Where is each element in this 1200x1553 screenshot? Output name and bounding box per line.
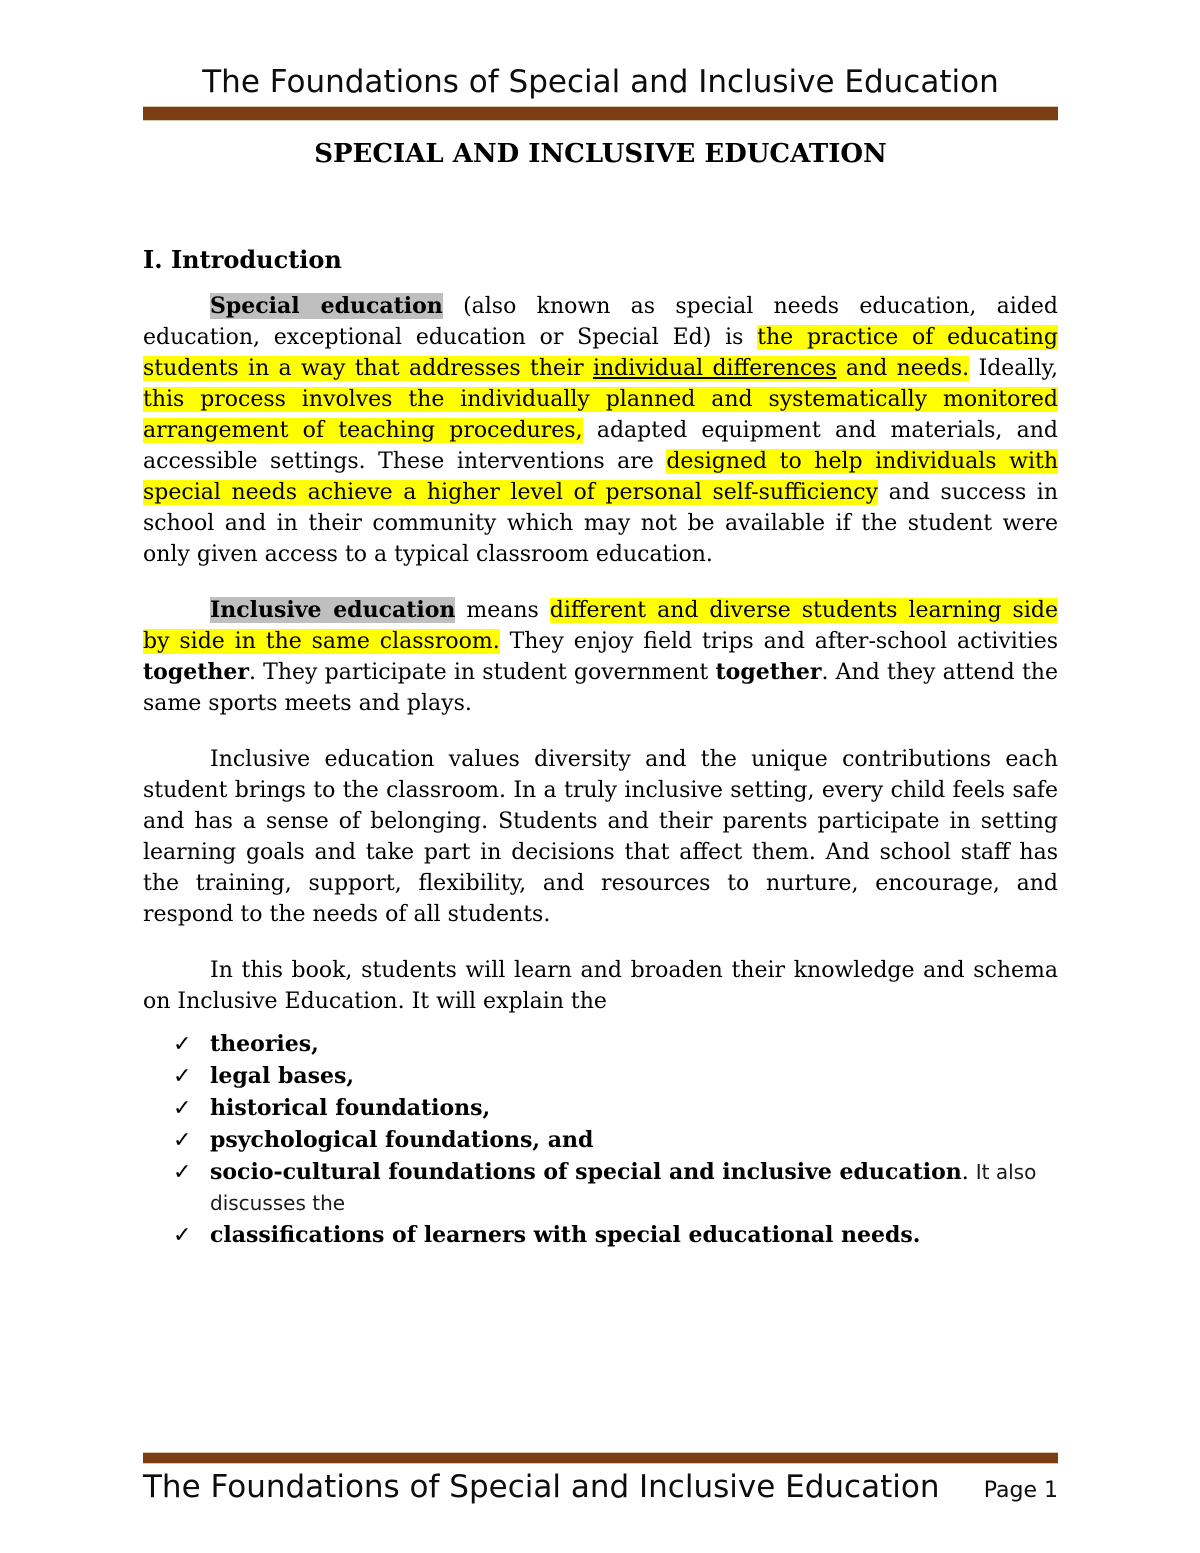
- text-segment: Inclusive education: [210, 597, 456, 623]
- text-segment: and success in school and in their community which may not be available if the student were only given access to a typical classroom education.: [143, 480, 1058, 567]
- text-segment: means: [455, 598, 550, 623]
- checklist-item: [143, 1157, 1058, 1219]
- checkmark-icon: ✓: [173, 1096, 192, 1121]
- text-segment: historical foundations,: [210, 1095, 491, 1121]
- text-segment: They enjoy field trips and after-school activities: [499, 629, 1059, 654]
- checklist-item-text: [210, 1128, 593, 1153]
- paragraph-inclusive-values: [143, 744, 1058, 930]
- text-segment: different and diverse students learning side by side in the same classroom.: [143, 598, 1058, 654]
- header-title: The Foundations of Special and Inclusive Education: [202, 64, 999, 100]
- text-segment: Special education: [210, 293, 443, 319]
- checklist-item-text: [210, 1032, 319, 1057]
- text-segment: the practice of educating students in a way that addresses their: [143, 325, 1058, 381]
- checklist-item: [143, 1125, 1058, 1156]
- text-segment: Inclusive education values diversity and the unique contributions each student brings to the classroom. In a truly inclusive setting, every child feels safe and has a sense of belonging. Students and their parents participate in setting learning goals and take part in decisions that affect them. And school staff has the training, support, flexibility, and resources to nurture, encourage, and respond to the needs of all students.: [143, 747, 1058, 927]
- document-body: [143, 138, 1058, 1251]
- checklist-item-text: [210, 1064, 354, 1089]
- header-rule: [143, 106, 1058, 121]
- text-segment: In this book, students will learn and broaden their knowledge and schema on Inclusive Education. It will explain the: [143, 958, 1058, 1014]
- document-title: SPECIAL AND INCLUSIVE EDUCATION: [314, 139, 887, 169]
- checkmark-icon: ✓: [173, 1032, 192, 1057]
- footer-row: [143, 1467, 1058, 1507]
- footer-title: The Foundations of Special and Inclusive Education: [143, 1469, 940, 1505]
- text-segment: together: [143, 659, 249, 685]
- checklist: [143, 1029, 1058, 1251]
- text-segment: theories,: [210, 1031, 319, 1057]
- page-number: Page 1: [983, 1478, 1058, 1503]
- checkmark-icon: ✓: [173, 1128, 192, 1153]
- text-segment: legal bases,: [210, 1063, 355, 1089]
- text-segment: this process involves the individually planned and systematically monitored arrangement of teaching procedures,: [143, 387, 1058, 443]
- checklist-item-text: [210, 1160, 1036, 1216]
- text-segment: . And they attend the same sports meets and plays.: [143, 660, 1058, 716]
- text-segment: designed to help individuals with special needs achieve a higher level of personal self-sufficiency: [143, 449, 1058, 505]
- section-heading-introduction: I. Introduction: [143, 245, 342, 274]
- page-header: [143, 0, 1058, 121]
- text-segment: adapted equipment and materials, and accessible settings. These interventions are: [143, 418, 1058, 474]
- paragraph-book-overview: [143, 955, 1058, 1017]
- paragraph-inclusive-education: [143, 595, 1058, 719]
- text-segment: classifications of learners with special educational needs.: [210, 1222, 921, 1248]
- checklist-item: [143, 1093, 1058, 1124]
- checkmark-icon: ✓: [173, 1223, 192, 1248]
- text-segment: socio-cultural foundations of special and inclusive education: [210, 1159, 962, 1185]
- checklist-item: [143, 1061, 1058, 1092]
- text-segment: (also known as special needs education, aided education, exceptional education or Special Ed) is: [143, 294, 1058, 350]
- text-segment: It also discusses the: [210, 1160, 1037, 1215]
- paragraph-special-education: [143, 291, 1058, 570]
- checklist-item-text: [210, 1223, 920, 1248]
- checklist-item-text: [210, 1096, 490, 1121]
- text-segment: individual differences: [592, 356, 837, 381]
- text-segment: .: [961, 1160, 976, 1185]
- checkmark-icon: ✓: [173, 1160, 192, 1185]
- checkmark-icon: ✓: [173, 1064, 192, 1089]
- footer-rule: [143, 1452, 1058, 1464]
- text-segment: . They participate in student government: [248, 660, 716, 685]
- text-segment: together: [715, 659, 822, 685]
- text-segment: Ideally,: [969, 356, 1058, 381]
- page-footer: [143, 1452, 1058, 1507]
- checklist-item: [143, 1220, 1058, 1251]
- text-segment: and needs.: [836, 356, 970, 381]
- text-segment: psychological foundations, and: [210, 1127, 594, 1153]
- checklist-item: [143, 1029, 1058, 1060]
